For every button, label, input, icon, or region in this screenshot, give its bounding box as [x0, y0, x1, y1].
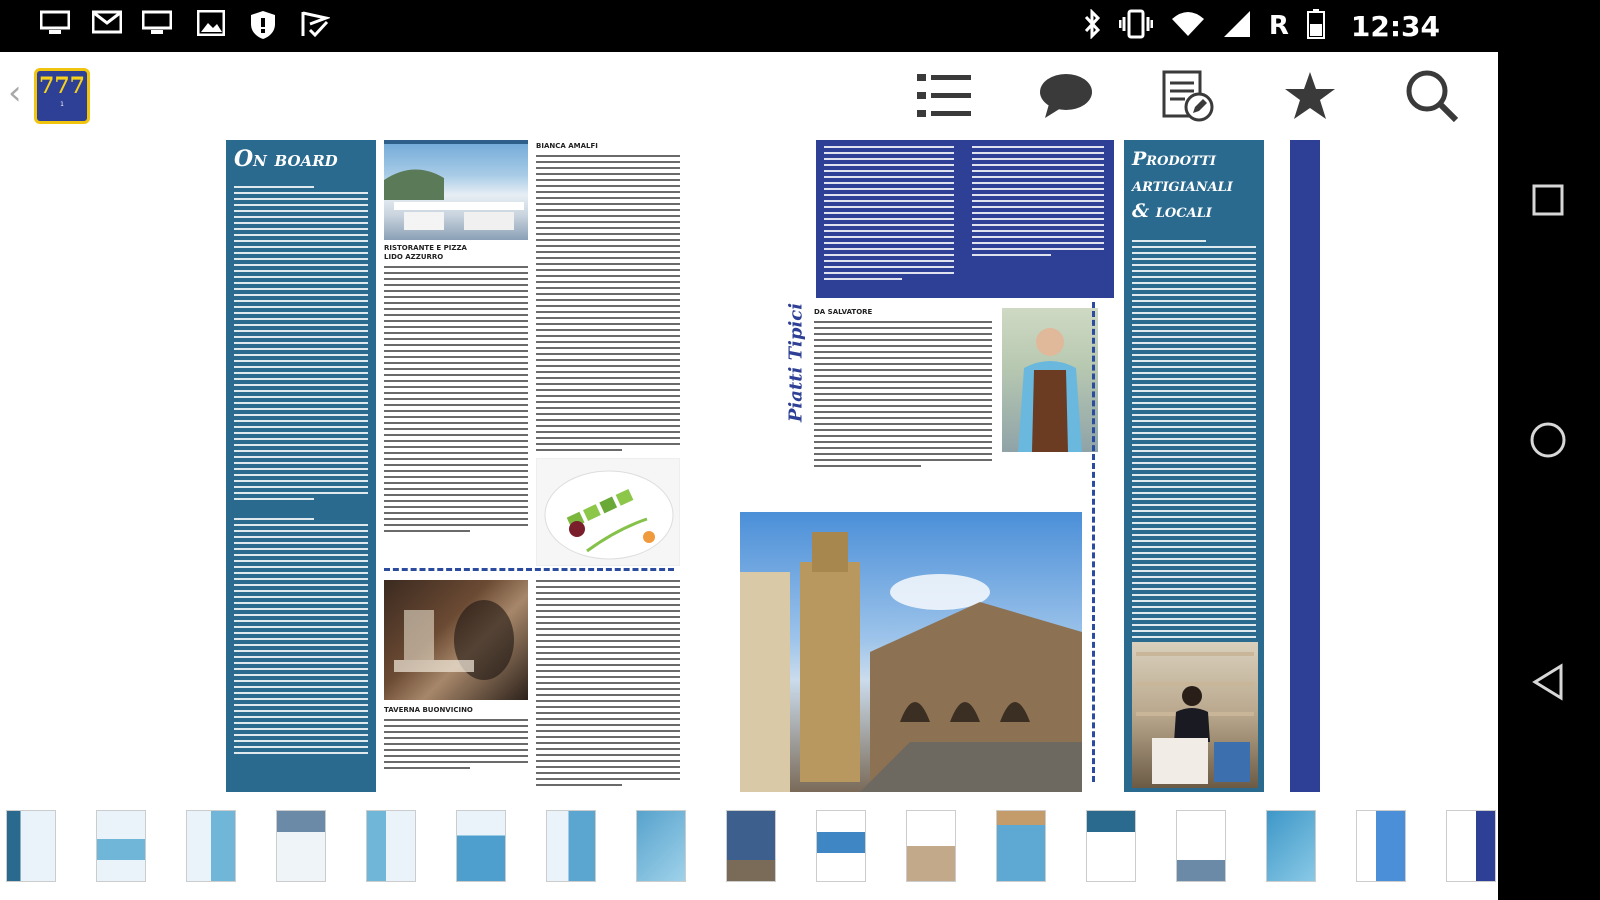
search-button[interactable]: [1404, 70, 1460, 126]
monitor-icon: [140, 10, 174, 42]
page-edge-bar: [1290, 140, 1320, 792]
edit-note-icon: [1161, 69, 1215, 127]
recent-apps-button[interactable]: [1528, 182, 1568, 222]
image-icon: [194, 10, 228, 42]
page-thumbnail[interactable]: [276, 810, 326, 882]
article-title: DA SALVATORE: [814, 308, 873, 316]
reader-app: [0, 52, 1498, 900]
star-icon: [1284, 71, 1336, 125]
annotate-button[interactable]: [1160, 70, 1216, 126]
status-right: [1083, 8, 1440, 44]
page-thumbnail[interactable]: [456, 810, 506, 882]
system-nav-bar: [1498, 52, 1600, 900]
list-button[interactable]: [916, 70, 972, 126]
back-icon: [1531, 663, 1565, 705]
page-thumbnail[interactable]: [996, 810, 1046, 882]
box-text: [824, 146, 954, 284]
terrace-photo[interactable]: [384, 140, 528, 240]
app-logo[interactable]: [34, 68, 90, 124]
page-thumbnail[interactable]: [906, 810, 956, 882]
magazine-page-left[interactable]: [226, 140, 684, 792]
sidebar-heading-line: & locali: [1132, 200, 1212, 222]
vertical-title-wrapper: [786, 292, 806, 452]
page-thumbnail[interactable]: [546, 810, 596, 882]
search-icon: [1405, 69, 1459, 127]
sidebar-heading-line: artigianali: [1132, 174, 1233, 196]
page-thumbnail[interactable]: [366, 810, 416, 882]
article-title: LIDO AZZURRO: [384, 253, 444, 261]
page-thumbnail[interactable]: [726, 810, 776, 882]
article-text: [536, 580, 680, 790]
page-heading: On board: [234, 146, 338, 172]
article-text: [384, 719, 528, 769]
cathedral-photo[interactable]: [740, 512, 1082, 792]
sidebar-heading: [1132, 146, 1233, 224]
favorite-button[interactable]: [1282, 70, 1338, 126]
bluetooth-icon: [1083, 9, 1101, 43]
page-thumbnail[interactable]: [1356, 810, 1406, 882]
artisan-photo[interactable]: [1132, 642, 1258, 788]
page-thumbnail[interactable]: [186, 810, 236, 882]
article-title: BIANCA AMALFI: [536, 142, 598, 150]
vertical-divider: [1092, 302, 1095, 782]
back-button[interactable]: [1528, 664, 1568, 704]
thumbnail-strip[interactable]: [0, 802, 1498, 900]
bianca-amalfi-block: [536, 142, 680, 455]
logo-text: 777: [39, 73, 85, 99]
article-text: [814, 321, 992, 467]
signal-icon: [1223, 10, 1251, 42]
wifi-icon: [1171, 11, 1205, 41]
page-thumbnail[interactable]: [1266, 810, 1316, 882]
on-board-column: [226, 140, 376, 792]
home-button[interactable]: [1528, 422, 1568, 462]
column-text: [234, 186, 368, 758]
recent-apps-icon: [1532, 184, 1564, 220]
lido-label-block: [384, 244, 528, 536]
mail-icon: [90, 10, 124, 42]
article-title: TAVERNA BUONVICINO: [384, 706, 473, 714]
taverna-label-block: [384, 706, 528, 773]
sidebar-text: [1132, 240, 1256, 654]
home-icon: [1529, 421, 1567, 463]
page-thumbnail[interactable]: [1446, 810, 1496, 882]
monitor-icon: [38, 10, 72, 42]
blue-text-box: [816, 140, 1114, 298]
vertical-title: Piatti Tipici: [785, 302, 807, 423]
list-icon: [917, 72, 971, 124]
article-label: RISTORANTE E PIZZA: [384, 244, 467, 252]
page-thumbnail[interactable]: [1086, 810, 1136, 882]
sidebar-heading-line: Prodotti: [1132, 148, 1216, 170]
page-thumbnail[interactable]: [816, 810, 866, 882]
page-thumbnail[interactable]: [96, 810, 146, 882]
page-thumbnail[interactable]: [636, 810, 686, 882]
page-thumbnail[interactable]: [6, 810, 56, 882]
clock: 12:34: [1350, 9, 1440, 43]
box-text: [972, 146, 1104, 260]
status-bar: [0, 0, 1600, 52]
article-text: [384, 266, 528, 532]
chef-photo[interactable]: [1002, 308, 1098, 452]
comment-button[interactable]: [1038, 70, 1094, 126]
da-salvatore-block: [814, 308, 992, 471]
battery-icon: [1307, 9, 1325, 43]
check-flag-icon: [298, 10, 332, 42]
vibrate-icon: [1119, 9, 1153, 43]
interior-photo[interactable]: [384, 580, 528, 700]
comment-icon: [1039, 72, 1093, 124]
shield-icon: [246, 10, 280, 42]
article-text: [536, 155, 680, 451]
page-thumbnail[interactable]: [1176, 810, 1226, 882]
roaming-indicator: R: [1268, 11, 1289, 41]
logo-subtext: 1: [60, 101, 64, 108]
section-divider: [384, 568, 674, 571]
toolbar: [0, 52, 1498, 140]
dish-photo[interactable]: [536, 458, 680, 566]
prodotti-sidebar: [1124, 140, 1264, 792]
magazine-page-right[interactable]: [740, 140, 1352, 792]
chevron-left-icon[interactable]: ‹: [8, 73, 22, 113]
